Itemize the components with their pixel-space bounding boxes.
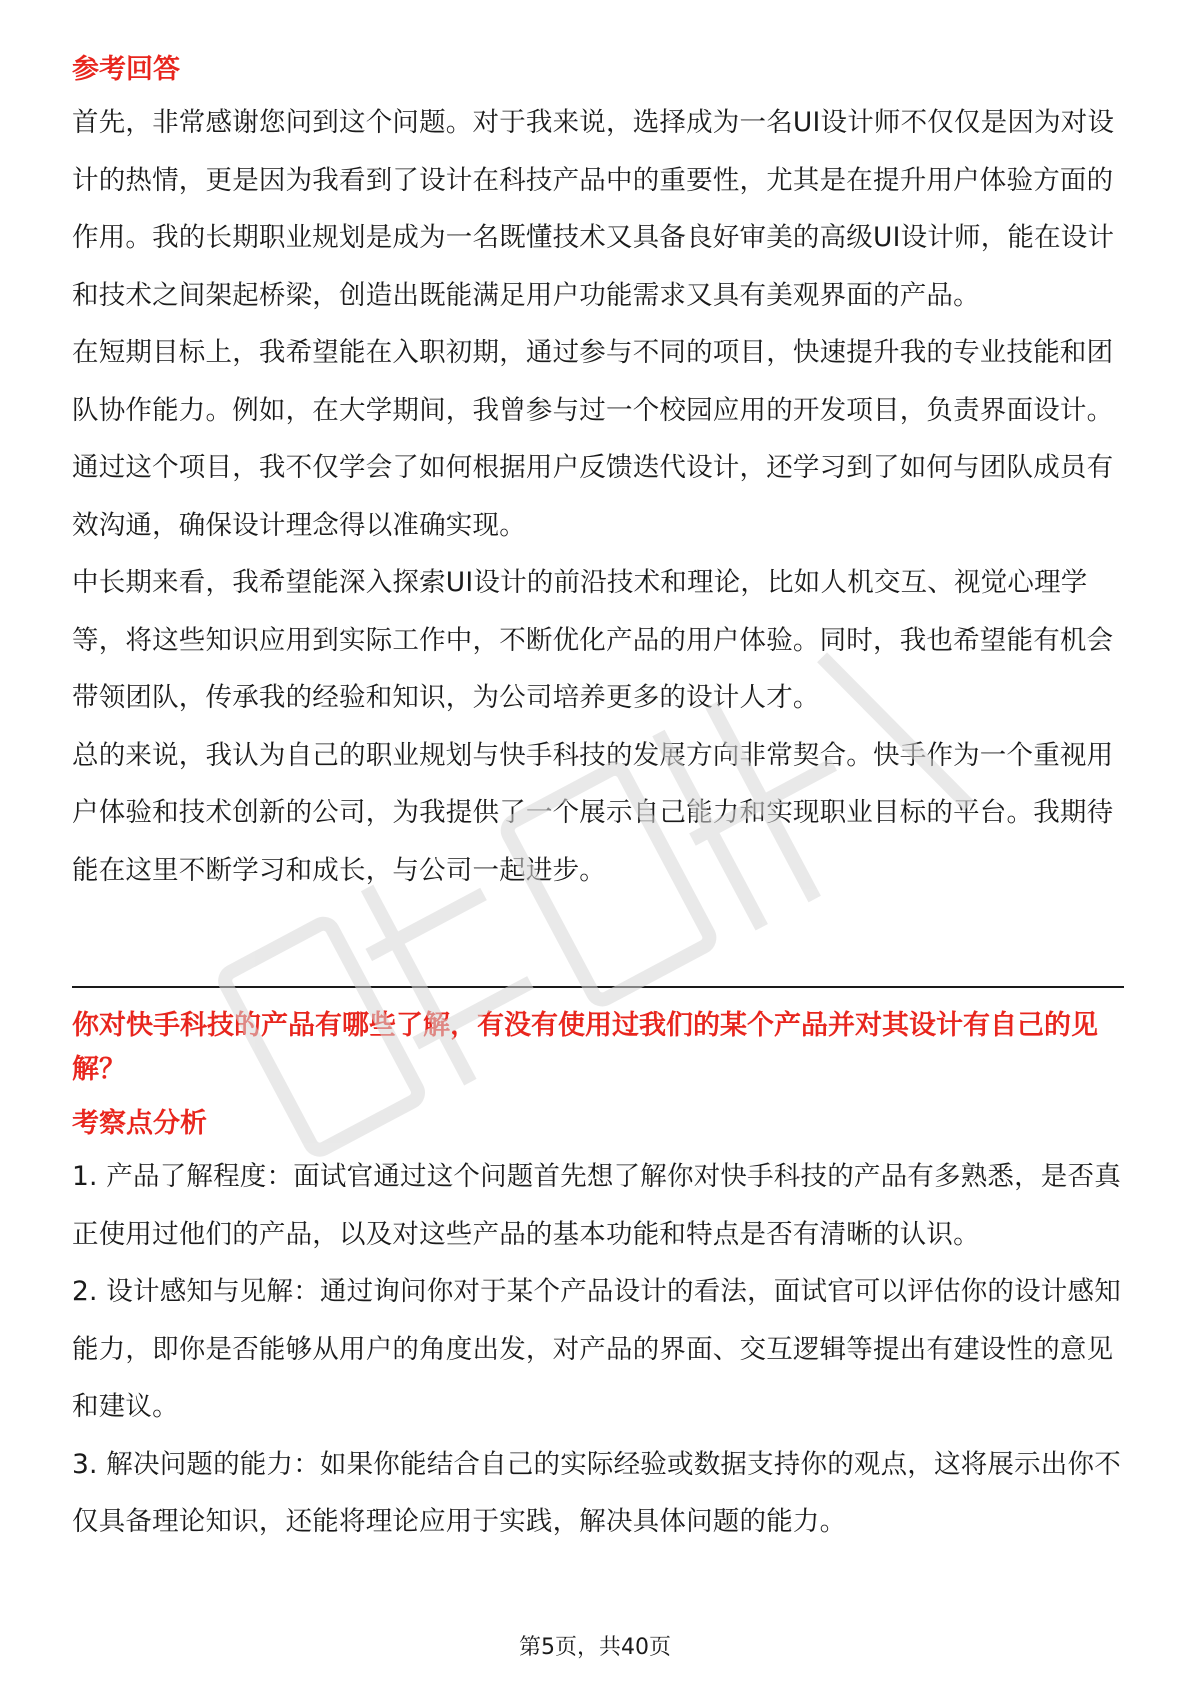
answer-heading: 参考回答 [72,54,180,85]
answer-paragraph-3: 中长期来看，我希望能深入探索UI设计的前沿技术和理论，比如人机交互、视觉心理学等，将这些知识应用到实际工作中，不断优化产品的用户体验。同时，我也希望能有机会带领团队，传承我的经验和知识，为公司培养更多的设计人才。 [72,567,1114,713]
answer-paragraph-2: 在短期目标上，我希望能在入职初期，通过参与不同的项目，快速提升我的专业技能和团队协作能力。例如，在大学期间，我曾参与过一个校园应用的开发项目，负责界面设计。通过这个项目，我不仅学会了如何根据用户反馈迭代设计，还学习到了如何与团队成员有效沟通，确保设计理念得以准确实现。 [72,337,1114,541]
analysis-heading: 考察点分析 [72,1108,207,1139]
answer-paragraph-4: 总的来说，我认为自己的职业规划与快手科技的发展方向非常契合。快手作为一个重视用户体验和技术创新的公司，为我提供了一个展示自己能力和实现职业目标的平台。我期待能在这里不断学习和成长，与公司一起进步。 [72,739,1114,886]
analysis-point-1: 1. 产品了解程度：面试官通过这个问题首先想了解你对快手科技的产品有多熟悉，是否真正使用过他们的产品，以及对这些产品的基本功能和特点是否有清晰的认识。 [72,1161,1121,1250]
analysis-section [72,1100,1124,1551]
answer-paragraph-1: 首先，非常感谢您问到这个问题。对于我来说，选择成为一名UI设计师不仅仅是因为对设计的热情，更是因为我看到了设计在科技产品中的重要性，尤其是在提升用户体验方面的作用。我的长期职业规划是成为一名既懂技术又具备良好审美的高级UI设计师，能在设计和技术之间架起桥梁，创造出既能满足用户功能需求又具有美观界面的产品。 [72,107,1115,311]
section-divider [72,986,1124,988]
page-footer: 第5页，共40页 [519,1635,671,1660]
analysis-point-2: 2. 设计感知与见解：通过询问你对于某个产品设计的看法，面试官可以评估你的设计感知能力，即你是否能够从用户的角度出发，对产品的界面、交互逻辑等提出有建设性的意见和建议。 [72,1276,1121,1422]
question-title: 你对快手科技的产品有哪些了解，有没有使用过我们的某个产品并对其设计有自己的见解？ [72,1010,1098,1085]
analysis-point-3: 3. 解决问题的能力：如果你能结合自己的实际经验或数据支持你的观点，这将展示出你不仅具备理论知识，还能将理论应用于实践，解决具体问题的能力。 [72,1448,1121,1537]
answer-section [72,46,1124,899]
